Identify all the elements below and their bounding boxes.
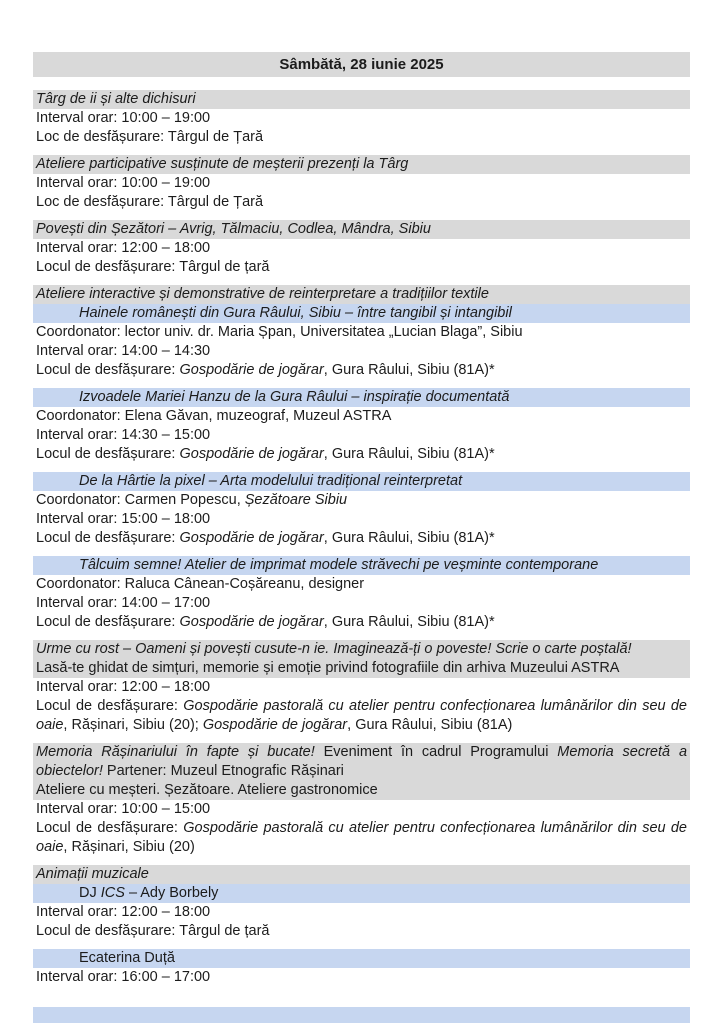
- text-run: Interval orar: 12:00 – 18:00: [36, 679, 211, 695]
- event-title: [33, 90, 690, 109]
- text-run: Interval orar: 10:00 – 19:00: [36, 110, 211, 126]
- event-interval: [33, 903, 690, 922]
- text-run: Târg de ii și alte dichisuri: [36, 91, 196, 107]
- section-targ-de-ii: [33, 90, 690, 147]
- text-run: Ateliere participative susținute de meșterii prezenți la Târg: [36, 156, 409, 172]
- text-run: Interval orar: 14:00 – 17:00: [36, 595, 211, 611]
- section-urme-cu-rost: [33, 640, 690, 735]
- text-run: Gospodărie de jogărar: [179, 530, 324, 546]
- event-location: [33, 613, 690, 632]
- section-ateliere-participative: [33, 155, 690, 212]
- event-location: [33, 445, 690, 464]
- event-location: [33, 922, 690, 941]
- event-interval: [33, 678, 690, 697]
- text-run: Locul de desfășurare:: [36, 820, 184, 836]
- event-location: [33, 819, 690, 857]
- text-run: Interval orar: 10:00 – 19:00: [36, 175, 211, 191]
- event-subtitle-empty: [33, 1007, 690, 1023]
- text-run: , Gura Râului, Sibiu (81A)*: [323, 614, 495, 630]
- event-interval: [33, 174, 690, 193]
- text-run: Locul de desfășurare:: [36, 530, 180, 546]
- text-run: Coordonator: lector univ. dr. Maria Șpan, Universitatea „Lucian Blaga”, Sibiu: [36, 324, 523, 340]
- event-location: [33, 258, 690, 277]
- section-de-la-hartie-la-pixel: [33, 472, 690, 548]
- text-run: Loc de desfășurare: Târgul de Țară: [36, 194, 264, 210]
- text-run: Interval orar: 10:00 – 15:00: [36, 801, 211, 817]
- text-run: , Gura Râului, Sibiu (81A)*: [323, 446, 495, 462]
- section-ateliere-interactive-hainele-romanesti: [33, 285, 690, 380]
- event-coordinator: [33, 407, 690, 426]
- event-interval: [33, 426, 690, 445]
- section-izvoadele-mariei-hanzu: [33, 388, 690, 464]
- text-run: Locul de desfășurare:: [36, 698, 184, 714]
- text-run: , Gura Râului, Sibiu (81A): [347, 717, 513, 733]
- event-subtitle: [33, 472, 690, 491]
- text-run: Interval orar: 15:00 – 18:00: [36, 511, 211, 527]
- text-run: Partener: Muzeul Etnografic Rășinari: [102, 763, 344, 779]
- event-interval: [33, 510, 690, 529]
- text-run: Interval orar: 14:30 – 15:00: [36, 427, 211, 443]
- event-interval: [33, 968, 690, 987]
- day-header: Sâmbătă, 28 iunie 2025: [33, 52, 690, 77]
- text-run: Lasă-te ghidat de simțuri, memorie și emoție privind fotografiile din arhiva Muzeului ASTRA: [36, 660, 620, 676]
- event-location: [33, 361, 690, 380]
- text-run: Gospodărie de jogărar: [202, 717, 348, 733]
- text-run: Loc de desfășurare: Târgul de Țară: [36, 129, 264, 145]
- event-description: [33, 659, 690, 678]
- event-title: [33, 640, 690, 659]
- event-interval: [33, 109, 690, 128]
- text-run: Izvoadele Mariei Hanzu de la Gura Râului – inspirație documentată: [79, 389, 510, 405]
- event-location: [33, 529, 690, 548]
- event-title: [33, 865, 690, 884]
- text-run: Povești din Șezători – Avrig, Tălmaciu, Codlea, Mândra, Sibiu: [36, 221, 431, 237]
- text-run: Interval orar: 12:00 – 18:00: [36, 240, 211, 256]
- text-run: Locul de desfășurare:: [36, 446, 180, 462]
- text-run: Memoria secretă a obiectelor!: [36, 744, 688, 779]
- document-body: [33, 90, 690, 1023]
- event-title: [33, 743, 690, 781]
- event-subtitle: [33, 304, 690, 323]
- event-interval: [33, 239, 690, 258]
- text-run: DJ: [79, 885, 101, 901]
- text-run: Gospodărie de jogărar: [179, 446, 324, 462]
- text-run: Tâlcuim semne! Atelier de imprimat modele străvechi pe veșminte contemporane: [79, 557, 599, 573]
- text-run: , Gura Râului, Sibiu (81A)*: [323, 362, 495, 378]
- section-ecaterina-duta: [33, 949, 690, 987]
- text-run: Gospodărie de jogărar: [179, 362, 324, 378]
- event-coordinator: [33, 323, 690, 342]
- text-run: Ateliere interactive și demonstrative de reinterpretare a tradițiilor textile: [36, 286, 489, 302]
- section-povesti-din-sezatori: [33, 220, 690, 277]
- text-run: , Rășinari, Sibiu (20): [63, 839, 195, 855]
- text-run: Gospodărie pastorală cu atelier pentru confecționarea lumânărilor din seu de oaie: [36, 698, 687, 733]
- text-run: Interval orar: 14:00 – 14:30: [36, 343, 211, 359]
- event-coordinator: [33, 491, 690, 510]
- text-run: Gospodărie de jogărar: [179, 614, 324, 630]
- text-run: Urme cu rost – Oameni și povești cusute-n ie. Imaginează-ți o poveste! Scrie o carte poștală!: [36, 641, 632, 657]
- event-interval: [33, 594, 690, 613]
- text-run: De la Hârtie la pixel – Arta modelului tradițional reinterpretat: [79, 473, 463, 489]
- text-run: Memoria Rășinariului în fapte și bucate!: [36, 744, 315, 760]
- text-run: Interval orar: 12:00 – 18:00: [36, 904, 211, 920]
- section-talcuim-semne: [33, 556, 690, 632]
- event-title: [33, 155, 690, 174]
- event-coordinator: [33, 575, 690, 594]
- text-run: Ateliere cu meșteri. Șezătoare. Ateliere gastronomice: [36, 782, 378, 798]
- event-location: [33, 193, 690, 212]
- text-run: Interval orar: 16:00 – 17:00: [36, 969, 211, 985]
- text-run: Coordonator: Carmen Popescu,: [36, 492, 245, 508]
- text-run: Șezătoare Sibiu: [244, 492, 348, 508]
- text-run: Hainele românești din Gura Râului, Sibiu – între tangibil și intangibil: [79, 305, 512, 321]
- text-run: Ecaterina Duță: [79, 950, 175, 966]
- text-run: Gospodărie pastorală cu atelier pentru confecționarea lumânărilor din seu de oaie: [36, 820, 687, 855]
- text-run: Coordonator: Raluca Cânean-Coșăreanu, designer: [36, 576, 365, 592]
- event-title: [33, 220, 690, 239]
- event-location: [33, 697, 690, 735]
- text-run: , Rășinari, Sibiu (20);: [63, 717, 203, 733]
- event-subtitle: [33, 556, 690, 575]
- section-animatii-muzicale-dj-ics: [33, 865, 690, 941]
- event-title: [33, 285, 690, 304]
- text-run: Locul de desfășurare: Târgul de țară: [36, 259, 270, 275]
- event-subtitle: [33, 884, 690, 903]
- text-run: Locul de desfășurare:: [36, 362, 180, 378]
- event-subtitle: [33, 388, 690, 407]
- text-run: Animații muzicale: [36, 866, 149, 882]
- text-run: Locul de desfășurare: Târgul de țară: [36, 923, 270, 939]
- section-memoria-rasinariului: [33, 743, 690, 857]
- event-location: [33, 128, 690, 147]
- text-run: , Gura Râului, Sibiu (81A)*: [323, 530, 495, 546]
- text-run: Coordonator: Elena Găvan, muzeograf, Muzeul ASTRA: [36, 408, 392, 424]
- text-run: – Ady Borbely: [124, 885, 219, 901]
- event-subtitle: [33, 949, 690, 968]
- text-run: ICS: [100, 885, 125, 901]
- section-next-truncated: [33, 1007, 690, 1023]
- event-description: [33, 781, 690, 800]
- event-interval: [33, 342, 690, 361]
- event-interval: [33, 800, 690, 819]
- text-run: Eveniment în cadrul Programului: [314, 744, 558, 760]
- text-run: Locul de desfășurare:: [36, 614, 180, 630]
